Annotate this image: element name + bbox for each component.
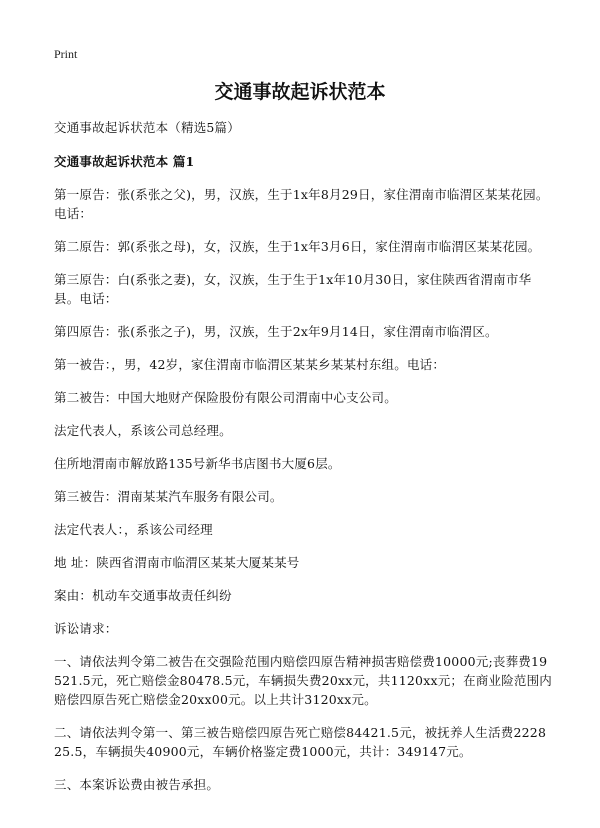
defendant-1: 第一被告：，男，42岁，家住渭南市临渭区某某乡某某村东组。电话： xyxy=(54,357,446,372)
claim-1: 一、请依法判令第二被告在交强险范围内赔偿四原告精神损害赔偿费10000元;丧葬费19521.5元，死亡赔偿金80478.5元，车辆损失费20xx元，共1120xx元；在商业险范围内赔偿四原告死亡赔偿金20xx00元。以上共计3120xx元。 xyxy=(54,654,552,707)
legal-representative-2: 法定代表人：，系该公司经理 xyxy=(54,522,213,537)
claim-2: 二、请依法判令第一、第三被告赔偿四原告死亡赔偿84421.5元，被抚养人生活费222825.5，车辆损失40900元，车辆价格鉴定费1000元，共计：349147元。 xyxy=(54,725,547,759)
document-title: 交通事故起诉状范本 xyxy=(214,81,386,103)
print-link[interactable]: Print xyxy=(54,47,78,61)
claim-3: 三、本案诉讼费由被告承担。 xyxy=(54,777,220,792)
plaintiff-4: 第四原告：张(系张之子)，男，汉族，生于2x年9月14日，家住渭南市临渭区。 xyxy=(54,324,498,339)
claims-heading: 诉讼请求： xyxy=(54,621,118,636)
plaintiff-1: 第一原告：张(系张之父)，男，汉族，生于1x年8月29日，家住渭南市临渭区某某花园。电话： xyxy=(54,187,549,221)
address-1: 住所地渭南市解放路135号新华书店图书大厦6层。 xyxy=(54,456,341,471)
defendant-2: 第二被告：中国大地财产保险股份有限公司渭南中心支公司。 xyxy=(54,390,397,405)
defendant-3: 第三被告：渭南某某汽车服务有限公司。 xyxy=(54,489,283,504)
document-subtitle: 交通事故起诉状范本（精选5篇） xyxy=(54,120,240,135)
document-body xyxy=(54,118,552,808)
case-cause: 案由：机动车交通事故责任纠纷 xyxy=(54,588,232,603)
plaintiff-3: 第三原告：白(系张之妻)，女，汉族，生于生于1x年10月30日，家住陕西省渭南市华县。电话： xyxy=(54,272,532,306)
plaintiff-2: 第二原告：郭(系张之母)，女，汉族，生于1x年3月6日，家住渭南市临渭区某某花园。 xyxy=(54,239,541,254)
address-2: 地 址：陕西省渭南市临渭区某某大厦某某号 xyxy=(54,555,300,570)
legal-representative-1: 法定代表人，系该公司总经理。 xyxy=(54,423,232,438)
section-heading: 交通事故起诉状范本 篇1 xyxy=(54,154,195,169)
